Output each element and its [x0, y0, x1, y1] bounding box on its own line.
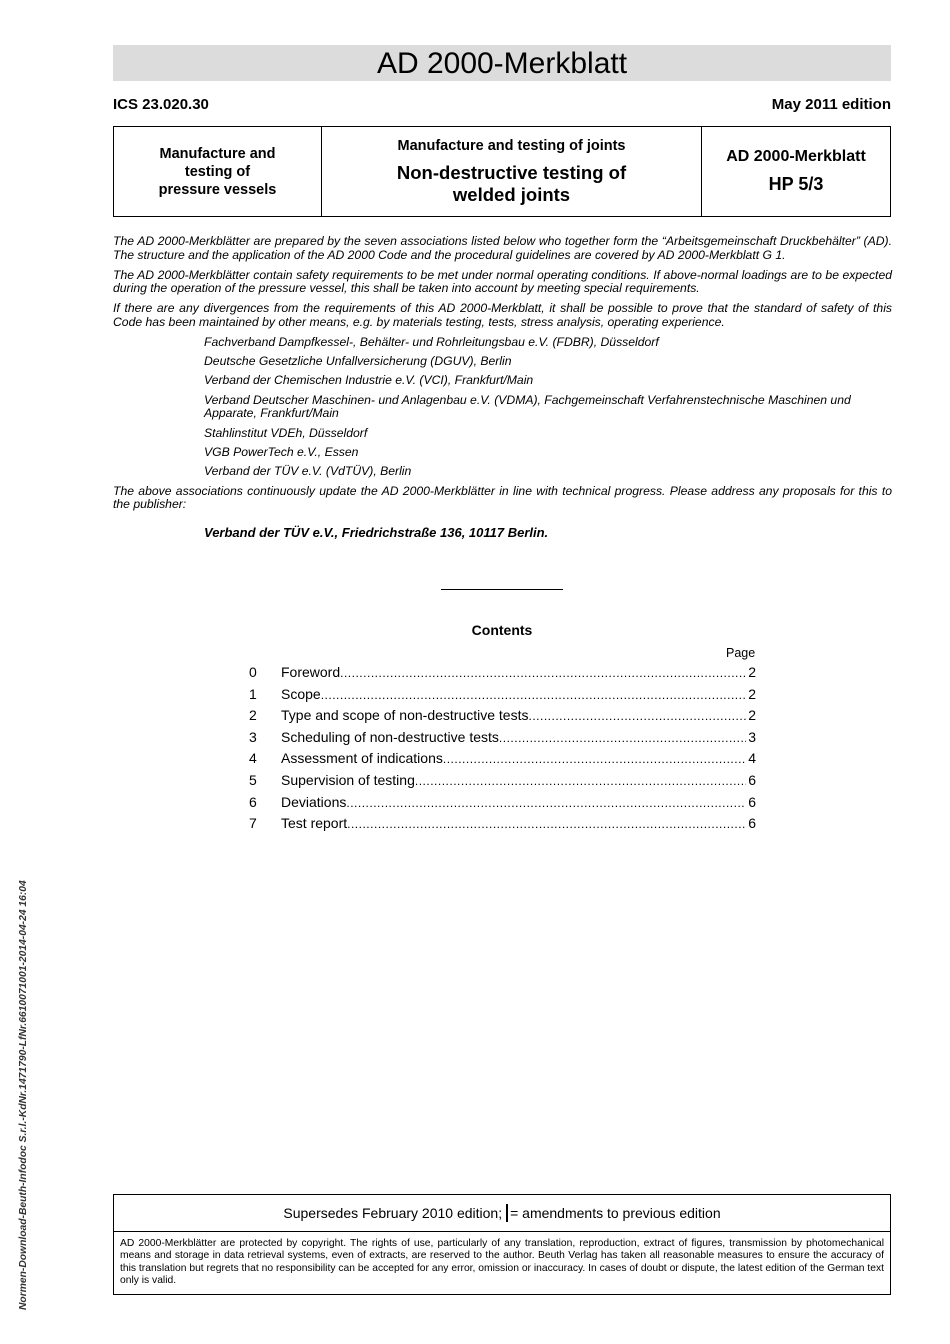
header-category-line: Manufacture and	[159, 145, 276, 162]
toc-title: Assessment of indications	[281, 750, 443, 767]
toc-entry[interactable]	[249, 750, 756, 772]
header-series: AD 2000-Merkblatt	[726, 148, 866, 165]
toc-number: 1	[249, 685, 257, 702]
header-designation: HP 5/3	[768, 174, 824, 194]
toc-leader	[415, 774, 746, 788]
footer-box	[113, 1194, 891, 1295]
intro-paragraph: If there are any divergences from the requirements of this AD 2000-Merkblatt, it shall be possible to prove that the standard of safety of this Code has been maintained by other means, e.g. by materials testing, tests, stress analysis, operating experience.	[113, 301, 892, 329]
intro-paragraph: The above associations continuously update the AD 2000-Merkblätter in line with technical progress. Please address any proposals for this to the publisher:	[113, 483, 892, 512]
toc-page: 2	[748, 664, 756, 680]
section-divider	[441, 589, 563, 590]
toc-title: Scheduling of non-destructive tests	[281, 728, 499, 745]
toc-title: Foreword	[281, 664, 341, 680]
toc-entry[interactable]	[249, 664, 756, 686]
toc-number: 6	[249, 793, 257, 810]
toc-page: 6	[748, 793, 756, 810]
toc-entry[interactable]	[249, 794, 756, 816]
copyright-notice: AD 2000-Merkblätter are protected by copyright. The rights of use, particularly of any translation, reproduction, extract of figures, transmission by photomechanical means and storage in data retrieval systems, even of extracts, are reserved to the author. Beuth Verlag has taken all reasonable measures to ensure the accuracy of this translation but regrets that no responsibility can be accepted for any error, omission or inaccuracy. In cases of doubt or dispute, the latest edition of the German text only is valid.	[120, 1238, 884, 1287]
toc-title: Test report	[281, 815, 348, 832]
association-item: Verband der TÜV e.V. (VdTÜV), Berlin	[204, 464, 412, 479]
edition-date: May 2011 edition	[771, 96, 891, 113]
toc-page: 3	[748, 728, 756, 745]
header-table	[113, 126, 891, 217]
toc-leader	[321, 688, 747, 702]
download-watermark: Normen-Download-Beuth-Infodoc S.r.l.-KdNr.1471790-LfNr.6610071001-2014-04-24 16:04	[18, 880, 29, 1310]
toc-page: 6	[748, 815, 756, 832]
toc-leader	[528, 709, 746, 723]
header-subject-title-line: welded joints	[452, 183, 571, 205]
toc-entry[interactable]	[249, 729, 756, 751]
header-category-cell	[114, 127, 322, 216]
supersedes-text: Supersedes February 2010 edition;	[283, 1205, 503, 1221]
toc-page: 2	[748, 707, 756, 724]
toc-number: 3	[249, 728, 257, 745]
toc-leader	[347, 817, 746, 831]
intro-paragraph: The AD 2000-Merkblätter are prepared by the seven associations listed below who together form the “Arbeitsgemeinschaft Druckbehälter” (AD). The structure and the application of the AD 2000 Code and the procedural guidelines are covered by AD 2000-Merkblatt G 1.	[113, 234, 892, 262]
header-designation-cell	[702, 127, 890, 216]
toc-entry[interactable]	[249, 772, 756, 794]
header-subject-title	[397, 162, 626, 206]
toc-number: 4	[249, 750, 257, 767]
supersedes-notice	[114, 1195, 890, 1232]
document-title: AD 2000-Merkblatt	[113, 45, 891, 81]
contents-title: Contents	[471, 622, 533, 638]
toc-title: Supervision of testing	[281, 771, 415, 788]
association-item: Deutsche Gesetzliche Unfallversicherung (DGUV), Berlin	[204, 354, 512, 369]
header-subject-title-line: Non-destructive testing of	[396, 161, 627, 183]
amendment-bar-icon	[506, 1204, 508, 1222]
association-list	[113, 336, 892, 479]
association-item: VGB PowerTech e.V., Essen	[204, 445, 359, 460]
toc-number: 2	[249, 707, 257, 724]
header-category-line: pressure vessels	[158, 181, 277, 198]
toc-number: 7	[249, 815, 257, 832]
contents-page-label: Page	[726, 646, 756, 660]
toc-page: 2	[748, 685, 756, 702]
toc-leader	[443, 752, 746, 766]
intro-section	[113, 235, 892, 540]
header-subject-group: Manufacture and testing of joints	[397, 137, 626, 154]
association-item: Verband der Chemischen Industrie e.V. (VCI), Frankfurt/Main	[204, 373, 534, 388]
table-of-contents	[249, 664, 756, 837]
toc-leader	[340, 666, 746, 680]
toc-entry[interactable]	[249, 686, 756, 708]
ics-code: ICS 23.020.30	[113, 96, 209, 113]
toc-leader	[499, 731, 746, 745]
toc-entry[interactable]	[249, 707, 756, 729]
header-subject-cell	[322, 127, 702, 216]
header-category-line: testing of	[184, 163, 251, 180]
association-item: Fachverband Dampfkessel-, Behälter- und Rohrleitungsbau e.V. (FDBR), Düsseldorf	[204, 334, 659, 349]
toc-number: 0	[249, 664, 257, 680]
toc-entry[interactable]	[249, 815, 756, 837]
toc-page: 6	[748, 771, 756, 788]
toc-title: Deviations	[281, 793, 347, 810]
amendments-text: = amendments to previous edition	[510, 1205, 721, 1221]
publisher-address: Verband der TÜV e.V., Friedrichstraße 136, 10117 Berlin.	[204, 525, 549, 541]
toc-title: Type and scope of non-destructive tests	[281, 707, 529, 724]
toc-number: 5	[249, 771, 257, 788]
toc-leader	[346, 796, 746, 810]
association-item: Verband Deutscher Maschinen- und Anlagenbau e.V. (VDMA), Fachgemeinschaft Verfahrenstechnische Maschinen und Apparate, Frankfurt/Main	[204, 392, 851, 421]
intro-paragraph: The AD 2000-Merkblätter contain safety requirements to be met under normal operating conditions. If above-normal loadings are to be expected during the operation of the pressure vessel, this shall be taken into account by meeting special requirements.	[113, 267, 892, 296]
toc-page: 4	[748, 750, 756, 767]
toc-title: Scope	[281, 685, 321, 702]
association-item: Stahlinstitut VDEh, Düsseldorf	[204, 425, 368, 440]
